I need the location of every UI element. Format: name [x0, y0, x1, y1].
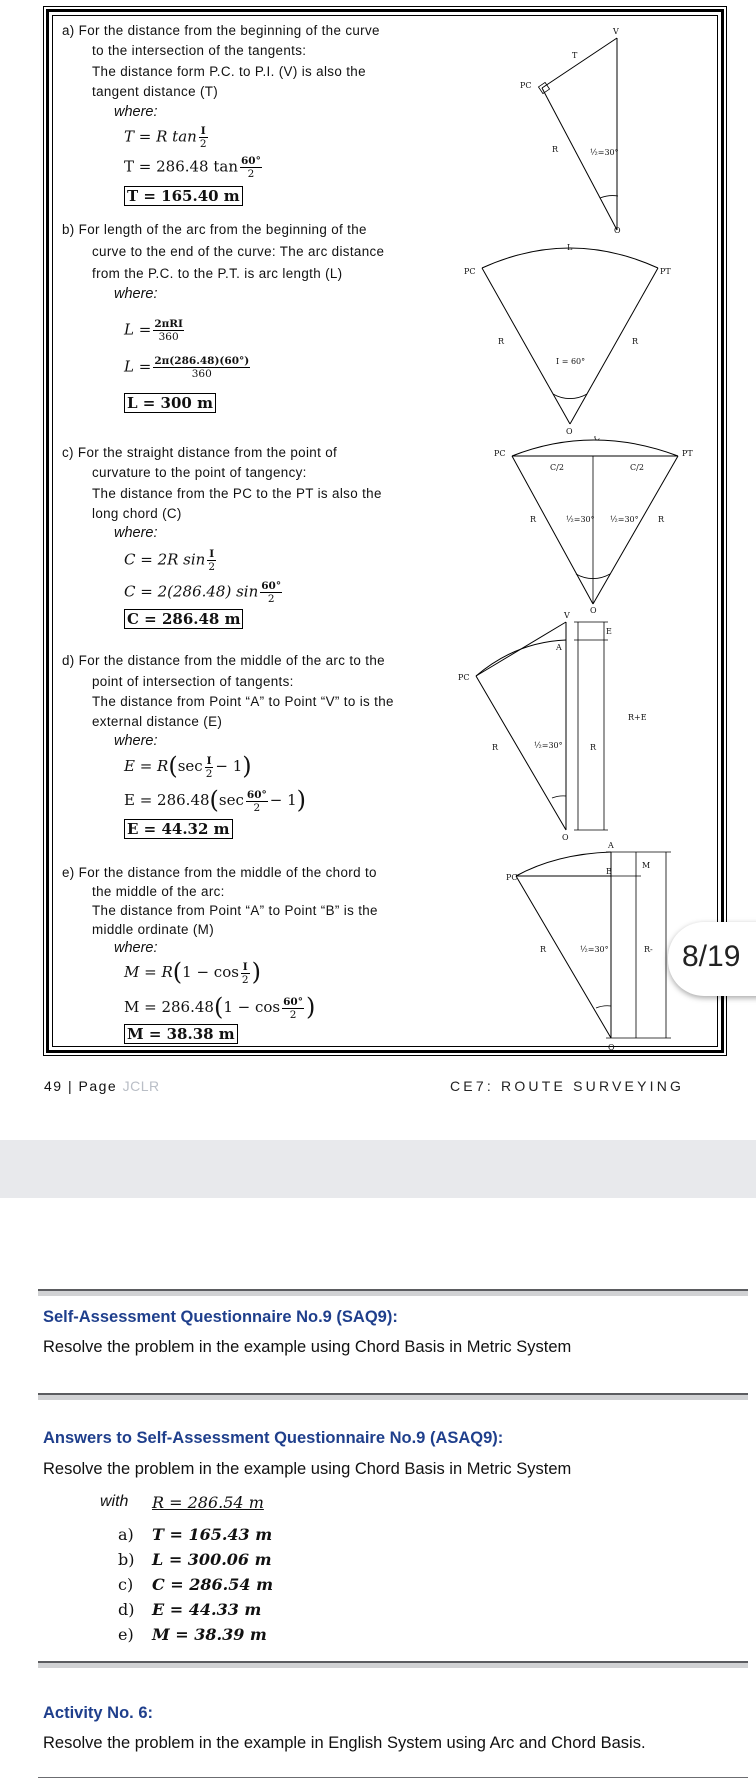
- section-d-equation-2: E = 286.48(sec $\frac{60^\circ}{2}$ − 1): [124, 786, 307, 814]
- label-o: O: [608, 1043, 615, 1052]
- footer-watermark: JCLR: [122, 1078, 160, 1094]
- diagram-long-chord: [488, 436, 698, 616]
- section-c-result: C = 286.48 m: [124, 609, 243, 629]
- section-d-result: E = 44.32 m: [124, 819, 233, 839]
- asaq-text: Resolve the problem in the example using Chord Basis in Metric System: [43, 1460, 572, 1478]
- section-d-where: where:: [114, 733, 158, 749]
- section-a-line: tangent distance (T): [92, 84, 219, 99]
- label-r-minus-m: R-: [644, 945, 653, 954]
- label-angle: ½=30°: [580, 945, 609, 954]
- diagram-arc-length: [460, 236, 690, 436]
- label-pc: PC: [464, 267, 476, 276]
- radius-value: R = 286.54 m: [152, 1493, 264, 1512]
- section-d-line: The distance from Point “A” to Point “V” to is the: [92, 694, 394, 709]
- label-r-plus-e: R+E: [628, 713, 647, 722]
- section-b-heading: b) For length of the arc from the beginning of the: [62, 222, 367, 237]
- section-a-equation-1: T = R tan $\frac{I}{2}$: [124, 125, 207, 150]
- diagram-external-distance: [456, 612, 656, 842]
- section-e-heading: e) For the distance from the middle of the chord to: [62, 865, 377, 880]
- label-v: V: [564, 612, 570, 620]
- answer-row: c) C = 286.54 m: [118, 1575, 274, 1594]
- label-angle: ½=30°: [610, 515, 639, 524]
- given-radius: with R = 286.54 m: [100, 1493, 264, 1512]
- label-r: R: [530, 515, 537, 524]
- section-c-line: The distance from the PC to the PT is also the: [92, 486, 382, 501]
- label-pt: PT: [660, 267, 671, 276]
- page-indicator-badge[interactable]: [668, 922, 756, 996]
- label-r: R: [552, 145, 559, 154]
- activity-text: Resolve the problem in the example in English System using Arc and Chord Basis.: [43, 1734, 646, 1752]
- activity-title: Activity No. 6:: [43, 1704, 154, 1722]
- saq-text: Resolve the problem in the example using Chord Basis in Metric System: [43, 1338, 572, 1356]
- section-e-equation-2: M = 286.48(1 − cos $\frac{60^\circ}{2}$ ): [124, 993, 316, 1021]
- label-angle: I = 60°: [556, 357, 586, 366]
- section-c-heading: c) For the straight distance from the point of: [62, 445, 338, 460]
- page-indicator-text: 8/19: [682, 940, 741, 973]
- label-angle: ½=30°: [566, 515, 595, 524]
- label-o: O: [614, 226, 621, 235]
- label-o: O: [566, 427, 573, 436]
- label-o: O: [562, 833, 569, 842]
- label-half-chord: C/2: [630, 463, 644, 472]
- divider-top: [38, 1289, 748, 1296]
- section-b-equation-1: L = $\frac{\text{2πRI}}{360}$: [124, 318, 183, 343]
- section-e-line: middle ordinate (M): [92, 922, 215, 937]
- answer-row: a) T = 165.43 m: [118, 1525, 273, 1544]
- diagram-middle-ordinate: [496, 840, 696, 1055]
- label-b: B: [606, 867, 612, 876]
- section-d-heading: d) For the distance from the middle of the arc to the: [62, 653, 385, 668]
- label-l: L: [567, 243, 573, 252]
- label-v: V: [613, 27, 619, 36]
- section-e-where: where:: [114, 940, 158, 956]
- answer-row: d) E = 44.33 m: [118, 1600, 262, 1619]
- section-e-result: M = 38.38 m: [124, 1024, 238, 1044]
- label-o: O: [590, 606, 597, 615]
- section-d-line: point of intersection of tangents:: [92, 674, 294, 689]
- divider-end: [38, 1777, 748, 1778]
- section-c-equation-1: C = 2R sin $\frac{I}{2}$: [124, 548, 216, 573]
- diagram-tangent-distance: [462, 20, 642, 235]
- section-b-where: where:: [114, 286, 158, 302]
- divider-middle: [38, 1393, 748, 1400]
- section-b-line: from the P.C. to the P.T. is arc length (L): [92, 266, 343, 281]
- label-a: A: [556, 643, 562, 652]
- section-b-result: L = 300 m: [124, 393, 216, 413]
- label-m: M: [642, 861, 651, 870]
- label-pc: PC: [494, 449, 506, 458]
- section-e-line: the middle of the arc:: [92, 884, 225, 899]
- label-t: T: [572, 51, 578, 60]
- label-r: R: [590, 743, 597, 752]
- section-a-line: to the intersection of the tangents:: [92, 43, 307, 58]
- label-r: R: [498, 337, 505, 346]
- label-r: R: [540, 945, 547, 954]
- section-a-line: The distance form P.C. to P.I. (V) is also the: [92, 64, 366, 79]
- label-angle: ½=30°: [534, 741, 563, 750]
- section-c-equation-2: C = 2(286.48) sin $\frac{60^\circ}{2}$: [124, 580, 282, 605]
- section-e-line: The distance from Point “A” to Point “B” is the: [92, 903, 378, 918]
- label-angle: ½=30°: [590, 148, 619, 157]
- divider-bottom: [38, 1661, 748, 1668]
- saq-title: Self-Assessment Questionnaire No.9 (SAQ9):: [43, 1308, 398, 1326]
- label-pc: PC: [458, 673, 470, 682]
- section-c-where: where:: [114, 525, 158, 541]
- section-c-line: long chord (C): [92, 506, 182, 521]
- label-c: C: [594, 436, 601, 442]
- section-a-equation-2: T = 286.48 tan $\frac{60^\circ}{2}$: [124, 155, 261, 180]
- section-d-equation-1: E = R(sec $\frac{I}{2}$ − 1): [124, 752, 252, 780]
- label-half-chord: C/2: [550, 463, 564, 472]
- label-pc: PC: [506, 873, 518, 882]
- page-gap: [0, 1140, 756, 1198]
- section-b-line: curve to the end of the curve: The arc distance: [92, 244, 385, 259]
- section-a-result: T = 165.40 m: [124, 186, 243, 206]
- label-r: R: [632, 337, 639, 346]
- section-d-line: external distance (E): [92, 714, 223, 729]
- section-b-equation-2: L = $\frac{2\pi(286.48)(60^\circ)}{360}$: [124, 355, 250, 380]
- page-footer-course: CE7: ROUTE SURVEYING: [450, 1078, 685, 1094]
- asaq-title: Answers to Self-Assessment Questionnaire No.9 (ASAQ9):: [43, 1429, 504, 1447]
- label-e: E: [606, 627, 612, 636]
- label-pc: PC: [520, 81, 532, 90]
- label-pt: PT: [682, 449, 693, 458]
- answer-row: e) M = 38.39 m: [118, 1625, 267, 1644]
- page-footer-number: 49 | Page JCLR: [44, 1078, 160, 1094]
- answer-row: b) L = 300.06 m: [118, 1550, 272, 1569]
- label-r: R: [658, 515, 665, 524]
- section-a-heading: a) For the distance from the beginning of the curve: [62, 23, 380, 38]
- label-r: R: [492, 743, 499, 752]
- section-c-line: curvature to the point of tangency:: [92, 465, 307, 480]
- section-a-where: where:: [114, 104, 158, 120]
- label-a: A: [608, 841, 614, 850]
- section-e-equation-1: M = R(1 − cos $\frac{I}{2}$ ): [124, 958, 261, 986]
